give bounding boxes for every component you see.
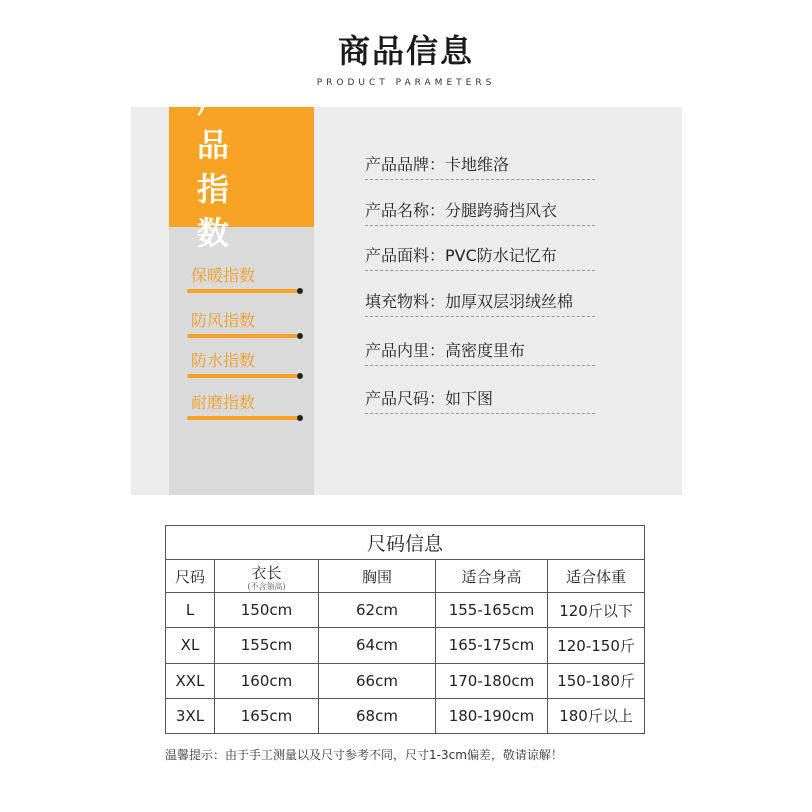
table-cell: 165-175cm [436, 628, 548, 663]
index-label: 防水指数 [191, 351, 256, 370]
table-cell: 155cm [215, 628, 319, 663]
index-bar [187, 334, 299, 338]
table-cell: L [166, 593, 215, 628]
header-chest: 胸围 [319, 560, 436, 593]
table-cell: 68cm [319, 698, 436, 733]
index-label: 保暖指数 [191, 266, 256, 285]
header-length [215, 560, 319, 593]
param-text: 产品名称：分腿跨骑挡风衣 [365, 201, 558, 220]
table-cell: 165cm [215, 698, 319, 733]
index-label: 耐磨指数 [191, 393, 256, 412]
size-table [165, 525, 645, 734]
param-lining [365, 338, 595, 361]
table-cell: 3XL [166, 698, 215, 733]
param-text: 产品内里：高密度里布 [365, 341, 526, 360]
index-bar [187, 374, 299, 378]
table-row [166, 628, 645, 663]
index-bar [187, 289, 299, 293]
table-cell: 64cm [319, 628, 436, 663]
param-fabric [365, 243, 595, 266]
index-item-wear [191, 390, 311, 413]
param-size [365, 386, 595, 409]
header-length-label: 衣长 [251, 563, 282, 582]
index-header-line1: 产 品 [197, 82, 248, 164]
table-row [166, 663, 645, 698]
table-cell: 180-190cm [436, 698, 548, 733]
page-subtitle: PRODUCT PARAMETERS [316, 78, 496, 88]
footnote: 温馨提示：由于手工测量以及尺寸参考不同，尺寸1-3cm偏差，敬请谅解！ [165, 748, 563, 762]
table-cell: 155-165cm [436, 593, 548, 628]
index-item-warmth [191, 263, 311, 286]
table-cell: 120-150斤 [548, 628, 645, 663]
header-length-note: (不含領高) [247, 581, 286, 591]
header-weight: 适合体重 [548, 560, 645, 593]
table-row [166, 593, 645, 628]
table-cell: 62cm [319, 593, 436, 628]
header-height: 适合身高 [436, 560, 548, 593]
param-text: 产品尺码：如下图 [365, 389, 494, 408]
page-title: 商品信息 [337, 32, 474, 70]
table-cell: 150cm [215, 593, 319, 628]
index-item-waterproof [191, 348, 311, 371]
param-name [365, 198, 595, 221]
param-filling [365, 289, 595, 312]
table-row [166, 698, 645, 733]
param-text: 填充物料：加厚双层羽绒丝棉 [365, 292, 574, 311]
header-size: 尺码 [166, 560, 215, 593]
table-cell: 180斤以上 [548, 698, 645, 733]
table-cell: 66cm [319, 663, 436, 698]
size-table-caption: 尺码信息 [166, 526, 645, 560]
param-text: 产品品牌：卡地维洛 [365, 155, 510, 174]
param-text: 产品面料：PVC防水记忆布 [365, 246, 557, 265]
index-header-box [169, 82, 314, 252]
table-cell: 150-180斤 [548, 663, 645, 698]
table-cell: XXL [166, 663, 215, 698]
param-brand [365, 152, 595, 175]
index-label: 防风指数 [191, 311, 256, 330]
index-bar [187, 416, 299, 420]
index-header-line2: 指 数 [197, 170, 248, 252]
table-cell: 170-180cm [436, 663, 548, 698]
table-cell: 120斤以下 [548, 593, 645, 628]
table-cell: XL [166, 628, 215, 663]
index-item-windproof [191, 308, 311, 331]
table-cell: 160cm [215, 663, 319, 698]
